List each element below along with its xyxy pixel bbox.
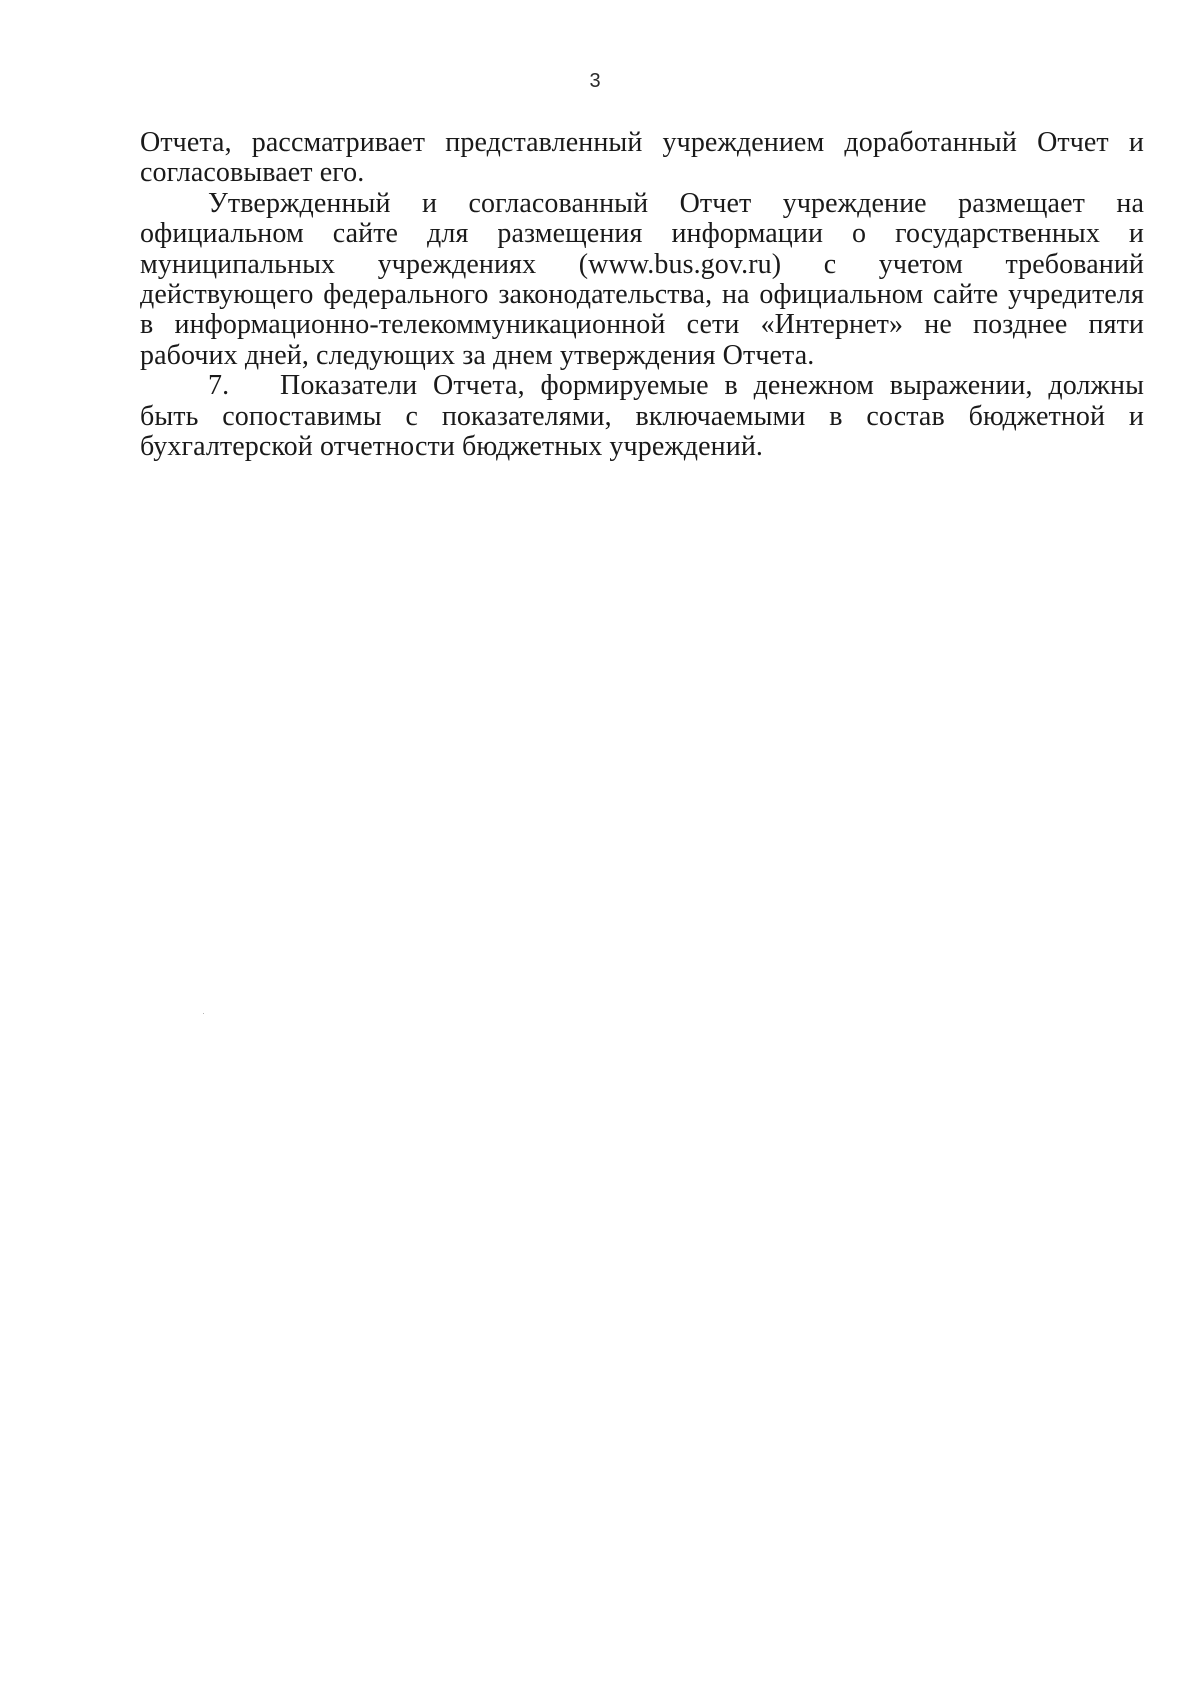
paragraph-continuation: [140, 128, 1144, 189]
page-number: 3: [589, 70, 601, 92]
paragraph-text: Отчета, рассматривает представленный учреждением доработанный Отчет и согласовывает его.: [140, 127, 1144, 189]
paragraph-publication: [140, 189, 1144, 371]
paragraph-text: Показатели Отчета, формируемые в денежном выражении, должны быть сопоставимы с показателями, включаемыми в состав бюджетной и бухгалтерской отчетности бюджетных учреждений.: [140, 370, 1144, 463]
paragraph-item-7: [140, 371, 1144, 462]
scan-speck: [203, 1013, 204, 1014]
document-body: [140, 128, 1144, 462]
paragraph-text: Утвержденный и согласованный Отчет учреждение размещает на официальном сайте для размещения информации о государственных и муниципальных учреждениях (www.bus.gov.ru) с учетом требований действующего федерального законодательства, на официальном сайте учредителя в информационно-телекоммуникационной сети «Интернет» не позднее пяти рабочих дней, следующих за днем утверждения Отчета.: [140, 187, 1144, 371]
paragraph-number: 7.: [208, 370, 230, 402]
